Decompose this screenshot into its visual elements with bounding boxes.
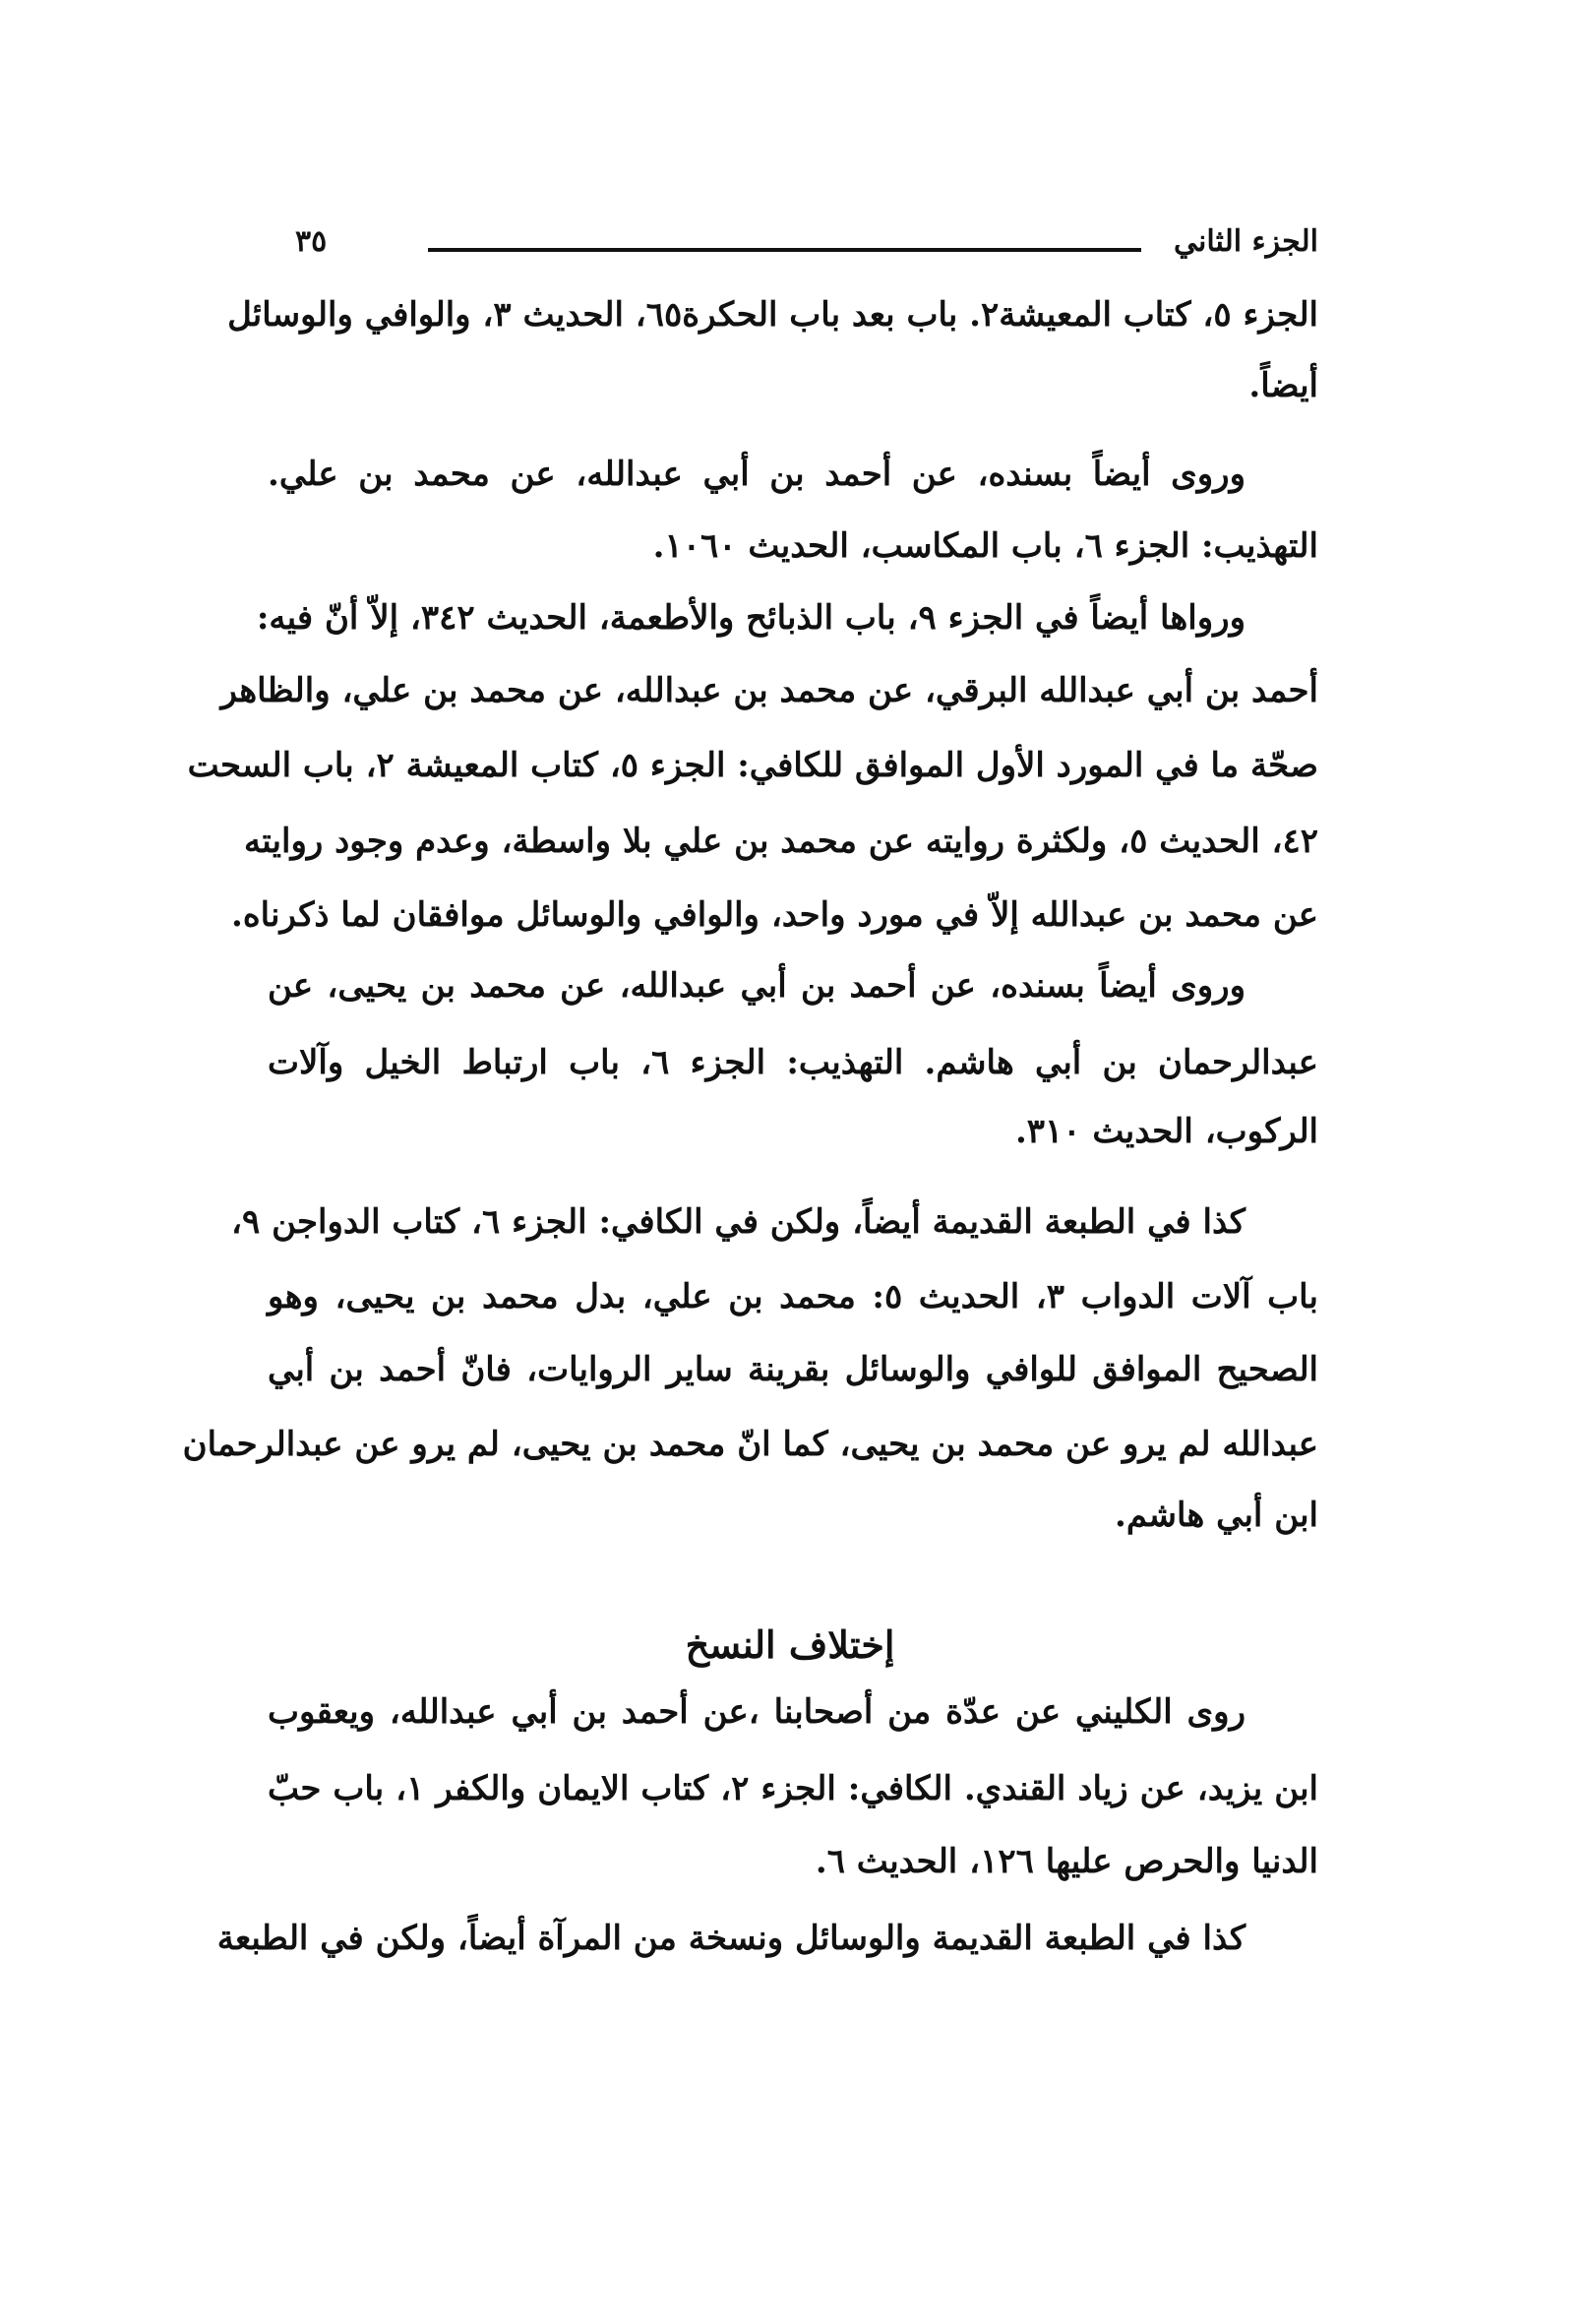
text-line: الدنيا والحرص عليها ١٢٦، الحديث ٦.: [815, 1842, 1318, 1881]
text-line: باب آلات الدواب ٣، الحديث ٥: محمد بن علي، بدل محمد بن يحيى، وهو: [268, 1277, 1318, 1316]
text-line: الصحيح الموافق للوافي والوسائل بقرينة ساير الروايات، فانّ أحمد بن أبي: [268, 1350, 1318, 1389]
running-header: [295, 222, 1318, 262]
running-title: الجزء الثاني: [1174, 224, 1318, 259]
text-line: كذا في الطبعة القديمة أيضاً، ولكن في الكافي: الجزء ٦، كتاب الدواجن ٩،: [231, 1202, 1246, 1242]
text-line: ورواها أيضاً في الجزء ٩، باب الذبائح والأطعمة، الحديث ٣٤٢، إلاّ أنّ فيه:: [256, 598, 1246, 638]
section-heading: إختلاف النسخ: [685, 1622, 895, 1667]
text-line: التهذيب: الجزء ٦، باب المكاسب، الحديث ١٠٦٠.: [652, 526, 1318, 566]
text-line: الركوب، الحديث ٣١٠.: [1014, 1112, 1318, 1151]
page-number: ٣٥: [295, 224, 328, 259]
text-line: صحّة ما في المورد الأول الموافق للكافي: الجزء ٥، كتاب المعيشة ٢، باب السحت: [187, 746, 1318, 785]
text-line: روى الكليني عن عدّة من أصحابنا ،عن أحمد بن أبي عبدالله، ويعقوب: [268, 1692, 1246, 1732]
text-line: عبدالرحمان بن أبي هاشم. التهذيب: الجزء ٦، باب ارتباط الخيل وآلات: [268, 1043, 1318, 1082]
text-line: وروى أيضاً بسنده، عن أحمد بن أبي عبدالله، عن محمد بن علي.: [268, 455, 1246, 494]
text-line: ٤٢، الحديث ٥، ولكثرة روايته عن محمد بن علي بلا واسطة، وعدم وجود روايته: [244, 822, 1318, 861]
text-line: ابن أبي هاشم.: [1115, 1496, 1318, 1535]
text-line: عبدالله لم يرو عن محمد بن يحيى، كما انّ محمد بن يحيى، لم يرو عن عبدالرحمان: [182, 1425, 1318, 1464]
text-line: الجزء ٥، كتاب المعيشة٢. باب بعد باب الحكرة٦٥، الحديث ٣، والوافي والوسائل: [227, 295, 1318, 335]
text-line: عن محمد بن عبدالله إلاّ في مورد واحد، والوافي والوسائل موافقان لما ذكرناه.: [231, 895, 1318, 935]
text-line: وروى أيضاً بسنده، عن أحمد بن أبي عبدالله، عن محمد بن يحيى، عن: [268, 966, 1246, 1006]
text-line: أحمد بن أبي عبدالله البرقي، عن محمد بن عبدالله، عن محمد بن علي، والظاهر: [220, 671, 1318, 710]
text-line: أيضاً.: [1248, 366, 1318, 405]
header-rule: [428, 248, 1141, 252]
text-line: كذا في الطبعة القديمة والوسائل ونسخة من المرآة أيضاً، ولكن في الطبعة: [216, 1919, 1246, 1958]
text-line: ابن يزيد، عن زياد القندي. الكافي: الجزء ٢، كتاب الايمان والكفر ١، باب حبّ: [268, 1769, 1318, 1808]
